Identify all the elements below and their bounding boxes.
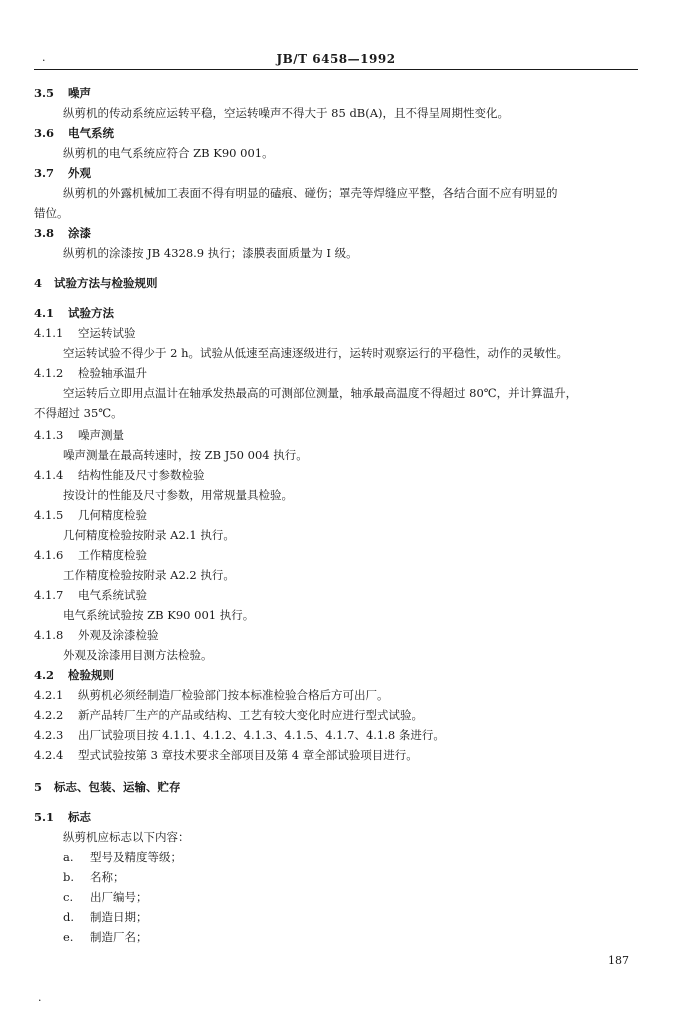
list-item: e. 制造厂名； — [63, 930, 148, 944]
section-3-8-body: 纵剪机的涂漆按 JB 4328.9 执行；漆膜表面质量为 I 级。 — [63, 246, 358, 260]
section-4-1-1-heading: 4.1.1 空运转试验 — [34, 326, 136, 340]
section-4-2-1: 4.2.1 纵剪机必须经制造厂检验部门按本标准检验合格后方可出厂。 — [34, 688, 389, 702]
section-3-6-heading: 3.6 电气系统 — [34, 126, 114, 140]
section-4-2-4: 4.2.4 型式试验按第 3 章技术要求全部项目及第 4 章全部试验项目进行。 — [34, 748, 418, 762]
section-4-1-3-body: 噪声测量在最高转速时，按 ZB J50 004 执行。 — [63, 448, 308, 462]
chapter-4-heading: 4 试验方法与检验规则 — [34, 276, 158, 290]
section-4-1-8-body: 外观及涂漆用目测方法检验。 — [63, 648, 213, 662]
page-header: JB/T 6458—1992 — [276, 52, 396, 66]
scan-speck: · — [38, 994, 42, 1007]
section-3-7-heading: 3.7 外观 — [34, 166, 91, 180]
section-4-1-5-heading: 4.1.5 几何精度检验 — [34, 508, 147, 522]
section-4-1-4-heading: 4.1.4 结构性能及尺寸参数检验 — [34, 468, 205, 482]
section-4-1-heading: 4.1 试验方法 — [34, 306, 114, 320]
section-4-1-6-body: 工作精度检验按附录 A2.2 执行。 — [63, 568, 235, 582]
list-item: c. 出厂编号； — [63, 890, 148, 904]
section-4-1-8-heading: 4.1.8 外观及涂漆检验 — [34, 628, 159, 642]
section-4-2-heading: 4.2 检验规则 — [34, 668, 114, 682]
section-5-1-heading: 5.1 标志 — [34, 810, 91, 824]
list-item: b. 名称； — [63, 870, 125, 884]
section-4-1-5-body: 几何精度检验按附录 A2.1 执行。 — [63, 528, 235, 542]
section-4-2-3: 4.2.3 出厂试验项目按 4.1.1、4.1.2、4.1.3、4.1.5、4.1.7、4.1.8 条进行。 — [34, 728, 445, 742]
section-4-2-2: 4.2.2 新产品转厂生产的产品或结构、工艺有较大变化时应进行型式试验。 — [34, 708, 423, 722]
scan-speck: · — [42, 54, 46, 67]
section-4-1-6-heading: 4.1.6 工作精度检验 — [34, 548, 147, 562]
section-4-1-3-heading: 4.1.3 噪声测量 — [34, 428, 124, 442]
chapter-5-heading: 5 标志、包装、运输、贮存 — [34, 780, 181, 794]
page-number: 187 — [608, 954, 629, 967]
section-4-1-2-heading: 4.1.2 检验轴承温升 — [34, 366, 147, 380]
list-item: a. 型号及精度等级； — [63, 850, 182, 864]
section-5-1-body: 纵剪机应标志以下内容： — [63, 830, 190, 844]
section-3-7-body-line1: 纵剪机的外露机械加工表面不得有明显的磕痕、碰伤；罩壳等焊缝应平整，各结合面不应有明显的 — [63, 186, 558, 200]
section-3-5-heading: 3.5 噪声 — [34, 86, 91, 100]
section-3-7-body-line2: 错位。 — [34, 206, 69, 220]
section-4-1-7-heading: 4.1.7 电气系统试验 — [34, 588, 147, 602]
list-item: d. 制造日期； — [63, 910, 148, 924]
section-3-5-body: 纵剪机的传动系统应运转平稳，空运转噪声不得大于 85 dB(A)，且不得呈周期性变化。 — [63, 106, 510, 120]
section-3-6-body: 纵剪机的电气系统应符合 ZB K90 001。 — [63, 146, 274, 160]
section-3-8-heading: 3.8 涂漆 — [34, 226, 91, 240]
section-4-1-4-body: 按设计的性能及尺寸参数，用常规量具检验。 — [63, 488, 293, 502]
section-4-1-2-body-line2: 不得超过 35℃。 — [34, 406, 123, 420]
section-4-1-7-body: 电气系统试验按 ZB K90 001 执行。 — [63, 608, 255, 622]
section-4-1-2-body-line1: 空运转后立即用点温计在轴承发热最高的可测部位测量，轴承最高温度不得超过 80℃，并计算温升， — [63, 386, 578, 400]
section-4-1-1-body: 空运转试验不得少于 2 h。试验从低速至高速逐级进行，运转时观察运行的平稳性，动作的灵敏性。 — [63, 346, 569, 360]
